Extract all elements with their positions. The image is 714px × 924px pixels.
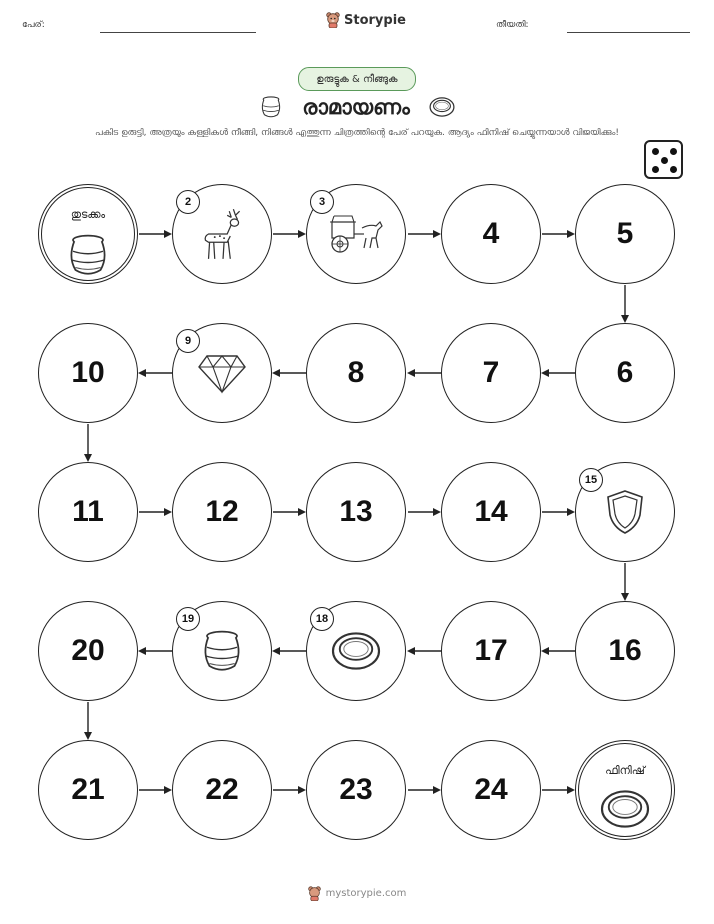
board-cell <box>38 462 138 562</box>
board-cell <box>306 462 406 562</box>
board-cell <box>38 740 138 840</box>
cell-number-badge: 9 <box>176 329 200 353</box>
cell-number: 8 <box>347 356 365 389</box>
die-icon <box>644 140 683 179</box>
cell-number-badge: 3 <box>310 190 334 214</box>
ring-icon <box>597 786 653 836</box>
cell-number-badge: 15 <box>579 468 603 492</box>
board-cell <box>172 740 272 840</box>
board-cell <box>441 740 541 840</box>
cell-number: 5 <box>616 217 634 250</box>
pot-icon <box>195 626 249 680</box>
diamond-icon <box>197 352 247 398</box>
cell-number: 23 <box>339 773 373 806</box>
footer <box>0 886 714 901</box>
page-title: രാമായണം <box>302 94 410 119</box>
chariot-icon <box>326 212 386 260</box>
board-cell <box>575 184 675 284</box>
cell-number: 16 <box>608 634 642 667</box>
bear-mascot-icon <box>308 886 321 901</box>
name-label: പേര്: <box>22 20 45 30</box>
footer-url[interactable]: mystorypie.com <box>325 888 407 899</box>
title-row <box>0 92 714 122</box>
board-cell <box>306 323 406 423</box>
board-cell <box>172 462 272 562</box>
name-line[interactable] <box>100 32 256 33</box>
deer-icon <box>196 205 248 267</box>
cell-number-badge: 2 <box>176 190 200 214</box>
board-cell <box>441 184 541 284</box>
cell-number: 21 <box>71 773 105 806</box>
brand-name: Storypie <box>344 12 406 28</box>
ring-icon <box>428 95 456 119</box>
pot-icon <box>258 94 284 120</box>
bear-mascot-icon <box>326 12 340 28</box>
cell-number: 20 <box>71 634 105 667</box>
cell-number: 13 <box>339 495 373 528</box>
cell-number: 12 <box>205 495 239 528</box>
board-cell <box>38 601 138 701</box>
cell-number: 6 <box>616 356 634 389</box>
start-label: തുടക്കം <box>70 208 106 221</box>
board-cell <box>441 601 541 701</box>
board-cell <box>306 740 406 840</box>
cell-number: 22 <box>205 773 239 806</box>
board-cell <box>575 323 675 423</box>
ring-icon <box>328 628 384 678</box>
pot-icon <box>61 230 115 284</box>
cell-number: 10 <box>71 356 105 389</box>
cell-number: 24 <box>474 773 508 806</box>
date-label: തീയതി: <box>496 20 529 30</box>
finish-label: ഫിനിഷ് <box>605 764 645 777</box>
cell-number: 17 <box>474 634 508 667</box>
cell-number: 11 <box>72 495 104 528</box>
cell-number: 14 <box>474 495 508 528</box>
board-cell <box>38 323 138 423</box>
finish-cell <box>575 740 675 840</box>
shield-icon <box>605 489 645 539</box>
start-cell <box>38 184 138 284</box>
cell-number-badge: 18 <box>310 607 334 631</box>
cell-number: 7 <box>482 356 500 389</box>
cell-number-badge: 19 <box>176 607 200 631</box>
board-cell <box>441 462 541 562</box>
cell-number: 4 <box>482 217 500 250</box>
board-cell <box>575 601 675 701</box>
activity-tag: ഉരുട്ടുക & നീങ്ങുക <box>298 67 416 91</box>
board-cell <box>441 323 541 423</box>
instructions: പകിട ഉരുട്ടി, അത്രയും കള്ളികൾ നീങ്ങി, നിങ്ങൾ എത്തുന്ന ചിത്രത്തിന്റെ പേര് പറയുക. ആദ്യം ഫിനിഷ് ചെയ്യുന്നയാൾ വിജയിക്കും! <box>95 128 619 138</box>
date-line[interactable] <box>567 32 690 33</box>
brand-logo <box>326 12 406 28</box>
